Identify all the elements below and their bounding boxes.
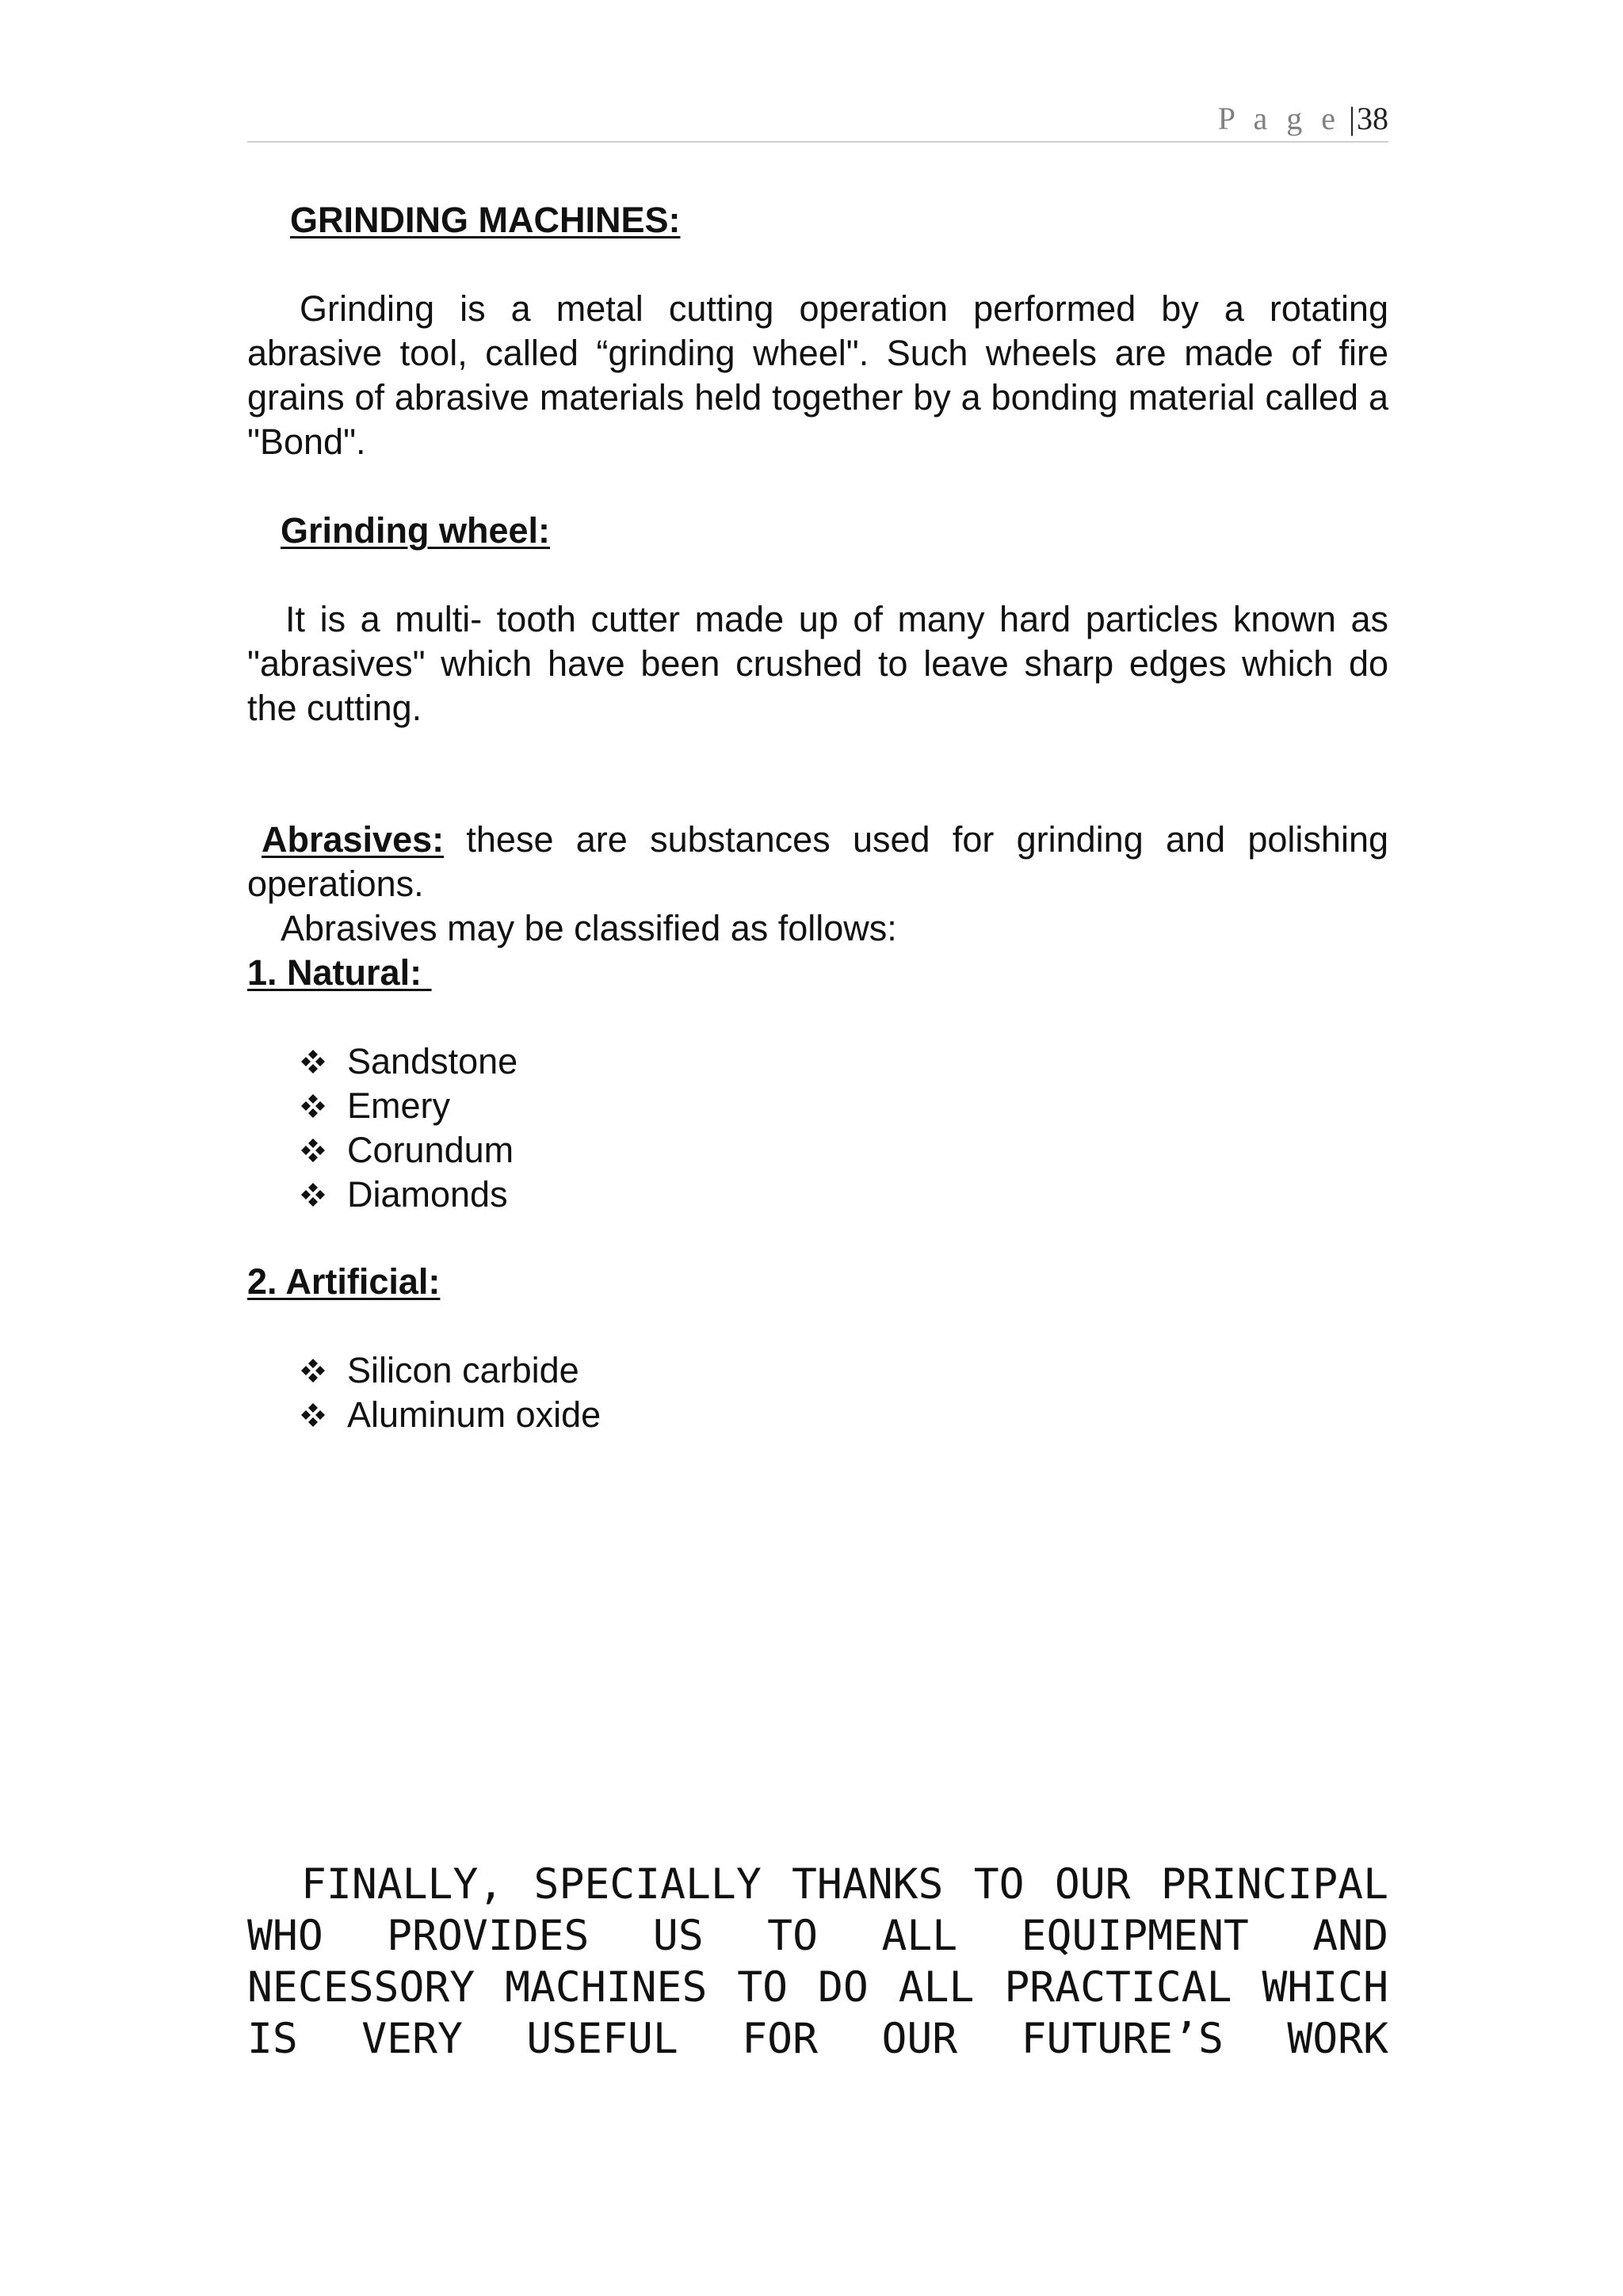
abrasives-label: Abrasives: bbox=[262, 819, 445, 860]
artificial-abrasives-list bbox=[300, 1348, 601, 1437]
list-item-label: Diamonds bbox=[347, 1174, 508, 1215]
abrasives-description: these are substances used for grinding and polishing operations. bbox=[247, 819, 1388, 904]
grinding-wheel-heading: Grinding wheel: bbox=[281, 510, 551, 551]
natural-abrasives-list bbox=[300, 1039, 517, 1217]
four-diamond-bullet-icon bbox=[300, 1093, 347, 1119]
list-item bbox=[300, 1393, 601, 1437]
four-diamond-bullet-icon bbox=[300, 1357, 347, 1384]
grinding-intro-paragraph bbox=[247, 287, 1388, 464]
page-number-value: 38 bbox=[1357, 101, 1388, 136]
list-item bbox=[300, 1039, 517, 1084]
list-item bbox=[300, 1128, 517, 1173]
four-diamond-bullet-icon bbox=[300, 1048, 347, 1075]
list-item-label: Aluminum oxide bbox=[347, 1394, 601, 1435]
grinding-intro-text: Grinding is a metal cutting operation performed by a rotating abrasive tool, called “grinding wheel". Such wheels are made of fire grains of abrasive materials held together by a bonding material called a "Bond". bbox=[247, 288, 1388, 462]
four-diamond-bullet-icon bbox=[300, 1402, 347, 1428]
page-label: P a g e bbox=[1217, 101, 1341, 136]
list-item bbox=[300, 1173, 517, 1217]
list-item-label: Corundum bbox=[347, 1130, 514, 1170]
abrasives-classification-text: Abrasives may be classified as follows: bbox=[281, 908, 897, 948]
abrasives-paragraph bbox=[247, 818, 1388, 906]
section-title: GRINDING MACHINES: bbox=[290, 200, 681, 240]
document-page bbox=[247, 0, 1388, 2296]
list-item-label: Silicon carbide bbox=[347, 1350, 579, 1390]
page-separator: | bbox=[1348, 101, 1355, 136]
grinding-wheel-text: It is a multi- tooth cutter made up of many hard particles known as "abrasives" which have been crushed to leave sharp edges which do the cutting. bbox=[247, 599, 1388, 728]
list-item bbox=[300, 1084, 517, 1128]
four-diamond-bullet-icon bbox=[300, 1181, 347, 1208]
list-item-label: Sandstone bbox=[347, 1041, 518, 1081]
page-number bbox=[1218, 100, 1388, 138]
list-item-label: Emery bbox=[347, 1085, 451, 1126]
natural-abrasives-heading: 1. Natural: bbox=[247, 952, 432, 993]
list-item bbox=[300, 1348, 601, 1393]
closing-thanks-paragraph bbox=[247, 1859, 1388, 2065]
page-header bbox=[247, 97, 1388, 143]
four-diamond-bullet-icon bbox=[300, 1137, 347, 1164]
artificial-abrasives-heading: 2. Artificial: bbox=[247, 1261, 441, 1302]
grinding-wheel-paragraph bbox=[247, 597, 1388, 730]
closing-thanks-text: FINALLY, SPECIALLY THANKS TO OUR PRINCIPAL WHO PROVIDES US TO ALL EQUIPMENT AND NECESSORY MACHINES TO DO ALL PRACTICAL WHICH IS VERY USEFUL FOR OUR FUTURE’S WORK bbox=[247, 1860, 1388, 2063]
